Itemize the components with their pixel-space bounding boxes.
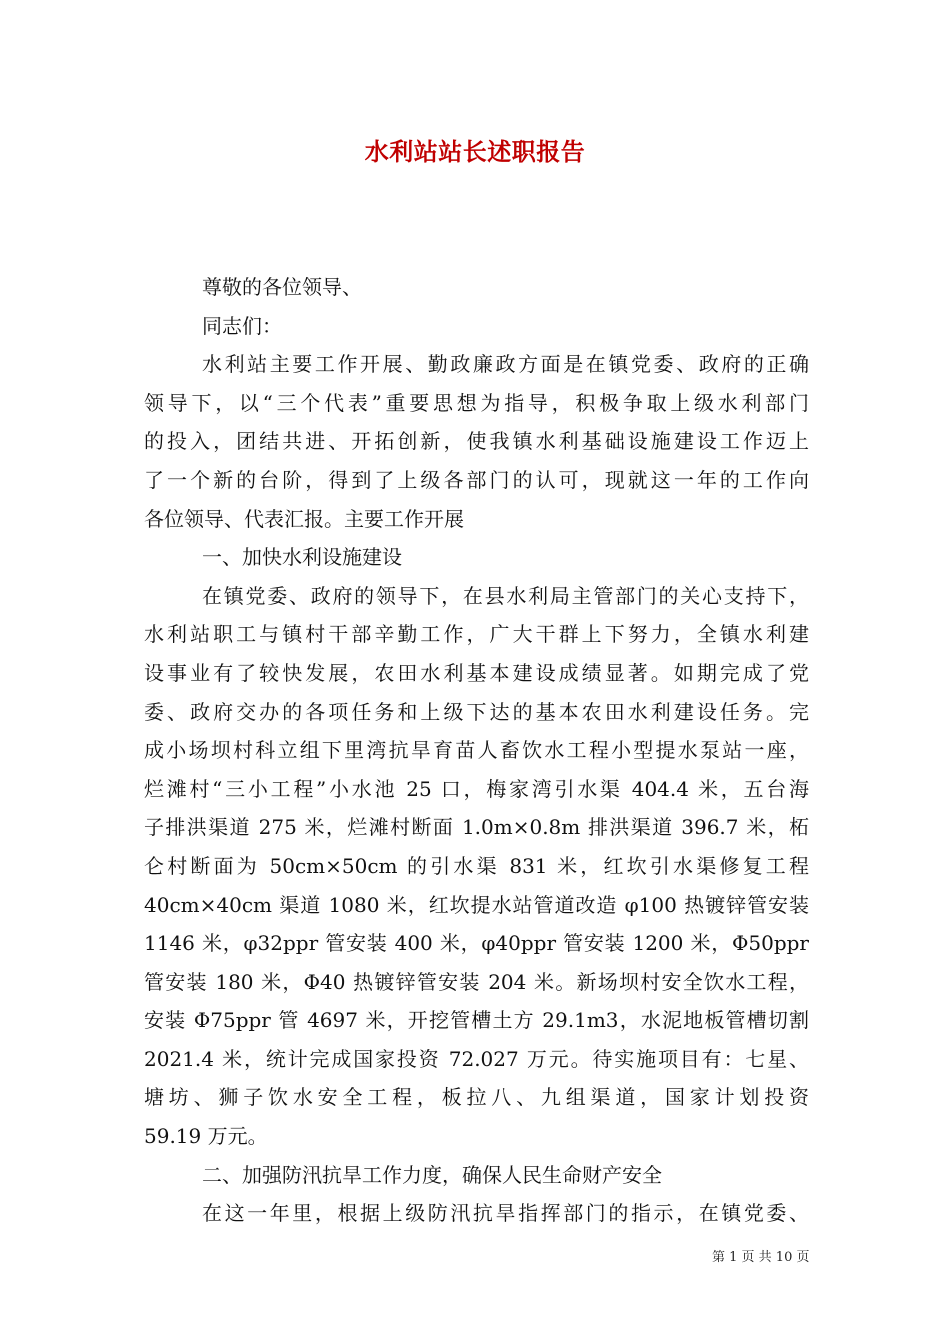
paragraph-line: 烂滩村“三小工程”小水池 25 口，梅家湾引水渠 404.4 米，五台海: [144, 776, 809, 801]
paragraph-line: 管安装 180 米，Φ40 热镀锌管安装 204 米。新场坝村安全饮水工程，: [144, 969, 809, 994]
paragraph-line: 在这一年里，根据上级防汛抗旱指挥部门的指示，在镇党委、: [202, 1201, 809, 1226]
paragraph-line: 设事业有了较快发展，农田水利基本建设成绩显著。如期完成了党: [144, 660, 809, 685]
document-body: [144, 268, 809, 1233]
paragraph-line: 各位领导、代表汇报。主要工作开展: [144, 506, 464, 531]
salutation-line: 同志们：: [202, 313, 282, 338]
salutation-line: 尊敬的各位领导、: [202, 275, 362, 299]
paragraph-line: 成小场坝村科立组下里湾抗旱育苗人畜饮水工程小型提水泵站一座，: [144, 738, 809, 763]
paragraph-line: 的投入，团结共进、开拓创新，使我镇水利基础设施建设工作迈上: [144, 429, 809, 454]
paragraph-line: 1146 米，φ32ppr 管安装 400 米，φ40ppr 管安装 1200 米，Φ50ppr: [144, 931, 809, 956]
paragraph-line: 仑村断面为 50cm×50cm 的引水渠 831 米，红坎引水渠修复工程: [144, 853, 809, 878]
paragraph-line: 了一个新的台阶，得到了上级各部门的认可，现就这一年的工作向: [144, 467, 809, 492]
paragraph-line: 59.19 万元。: [144, 1124, 268, 1149]
paragraph-line: 塘坊、狮子饮水安全工程，板拉八、九组渠道，国家计划投资: [144, 1085, 809, 1110]
paragraph-line: 在镇党委、政府的领导下，在县水利局主管部门的关心支持下，: [202, 583, 809, 608]
paragraph-line: 2021.4 米，统计完成国家投资 72.027 万元。待实施项目有：七星、: [144, 1046, 809, 1071]
paragraph-line: 委、政府交办的各项任务和上级下达的基本农田水利建设任务。完: [144, 699, 809, 724]
paragraph-line: 安装 Φ75ppr 管 4697 米，开挖管槽土方 29.1m3，水泥地板管槽切割: [144, 1008, 809, 1033]
paragraph-line: 水利站职工与镇村干部辛勤工作，广大干群上下努力，全镇水利建: [144, 622, 809, 647]
paragraph-line: 子排洪渠道 275 米，烂滩村断面 1.0m×0.8m 排洪渠道 396.7 米，柘: [144, 815, 809, 840]
paragraph-line: 领导下，以“三个代表”重要思想为指导，积极争取上级水利部门: [144, 390, 809, 415]
section-heading: 二、加强防汛抗旱工作力度，确保人民生命财产安全: [202, 1162, 662, 1187]
paragraph-line: 水利站主要工作开展、勤政廉政方面是在镇党委、政府的正确: [202, 352, 809, 377]
document-title: 水利站站长述职报告: [364, 137, 586, 166]
paragraph-line: 40cm×40cm 渠道 1080 米，红坎提水站管道改造 φ100 热镀锌管安装: [144, 892, 809, 917]
page-number: 第 1 页 共 10 页: [712, 1250, 810, 1265]
section-heading: 一、加快水利设施建设: [202, 545, 402, 570]
